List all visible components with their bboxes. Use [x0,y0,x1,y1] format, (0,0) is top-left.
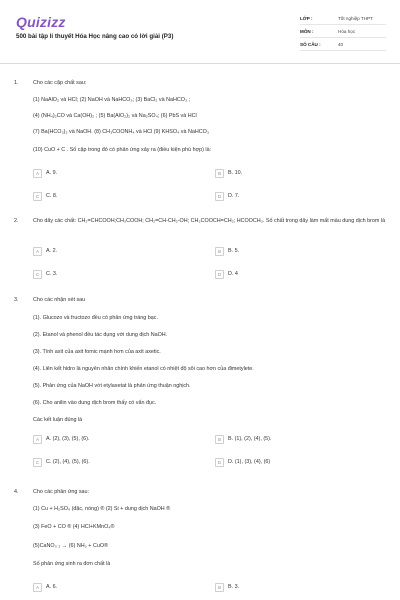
answer-option-b[interactable] [215,246,239,257]
answer-option-a[interactable] [33,582,57,593]
answer-option-c[interactable] [33,191,57,202]
answer-option-b[interactable] [215,434,271,445]
question-line: Số phản ứng sinh ra đơn chất là [33,561,111,567]
question-stem: Cho các cặp chất sau: [33,80,87,86]
option-letter-box: B [215,169,224,178]
quizizz-logo: Quizizz [16,14,66,30]
option-text: A. (2), (3), (5), (6). [46,436,90,442]
option-letter-box: C [33,458,42,467]
question-line: (6). Cho anilin vào dung dịch brom thấy có vẩn đục. [33,400,157,406]
option-text: B. 5. [228,248,240,254]
option-letter-box: B [215,247,224,256]
meta-row-subject [300,25,386,38]
option-text: C. 3. [46,271,58,277]
question-line: (3) FeO + CO ® (4) HCl+KMnO₄® [33,524,115,530]
question-line: Các kết luận đúng là [33,417,83,423]
meta-value: Tốt nghiệp THPT [338,15,373,21]
question-line: (3). Tính axit của axit fomic mạnh hơn của axit axetic. [33,349,161,355]
answer-option-b[interactable] [215,582,239,593]
question-line: (5)CaNO₃ ₂ → (6) NH₃ + CuO® [33,543,109,549]
question-line: (4). Liên kết hidro là nguyên nhân chính khiến etanol có nhiệt độ sôi cao hơn của đimetylete. [33,366,254,372]
option-letter-box: D [215,458,224,467]
answer-option-a[interactable] [33,168,57,179]
meta-table [300,12,386,51]
meta-row-class [300,12,386,25]
meta-value: Hóa học [338,28,356,34]
question-line: (1) NaAlO₂ và HCl; (2) NaOH và NaHCO₃; (3) BaCl₂ và NaHCO₃ ; [33,97,191,103]
option-letter-box: A [33,247,42,256]
question-line: (2). Etanol và phenol đều tác dụng với dung dịch NaOH. [33,332,168,338]
question-number: 3. [14,297,19,303]
option-letter-box: A [33,169,42,178]
option-text: D. (1), (3), (4), (6) [228,459,271,465]
answer-option-a[interactable] [33,246,57,257]
option-letter-box: B [215,435,224,444]
option-letter-box: D [215,192,224,201]
option-text: B. (1), (2), (4), (5). [228,436,272,442]
question-number: 4. [14,489,19,495]
question-line: (7) Ba(HCO₃)₂ và NaOH. (8) CH₃COONH₄ và HCl (9) KHSO₄ và NaHCO₃ [33,129,210,135]
option-text: A. 2. [46,248,58,254]
answer-option-b[interactable] [215,168,242,179]
answer-option-d[interactable] [215,191,239,202]
option-letter-box: B [215,583,224,592]
question-line: (1) Cu + H₂SO₄ (đặc, nóng) ® (2) Si + dung dịch NaOH ® [33,506,171,512]
meta-key: MÔN : [300,28,314,34]
question-stem: Cho dãy các chất: CH₂=CHCOOH;CH₃COOH; CH₂=CH-CH₂-OH; CH₃COOCH=CH₂; HCOOCH₃. Số chất trong dãy làm mất màu dung dịch brom là [33,218,386,224]
option-text: A. 6. [46,584,58,590]
meta-key: SỐ CÂU : [300,41,321,47]
option-letter-box: C [33,192,42,201]
question-number: 1. [14,80,19,86]
option-text: A. 9. [46,170,58,176]
question-number: 2. [14,218,19,224]
question-stem: Cho các nhận xét sau [33,297,86,303]
answer-option-c[interactable] [33,269,57,280]
option-text: C. (2), (4), (5), (6). [46,459,90,465]
question-line: (5). Phản ứng của NaOH với etylaxetat là phản ứng thuận nghịch. [33,383,191,389]
question-line: (10) CuO + C . Số cặp trong đó có phản ứng xảy ra (điều kiện phù hợp) là: [33,147,212,153]
question-line: (4) (NH₄)₂CO và Ca(OH)₂ ; (5) Ba(AlO₂)₂ và Na₂SO₄; (6) PbS và HCl [33,113,197,119]
option-text: B. 3. [228,584,240,590]
option-letter-box: A [33,435,42,444]
answer-option-c[interactable] [33,457,90,468]
option-letter-box: D [215,270,224,279]
question-stem: Cho các phản ứng sau: [33,489,90,495]
option-text: D. 7. [228,193,240,199]
option-letter-box: C [33,270,42,279]
option-text: C. 8. [46,193,58,199]
option-text: B. 10. [228,170,243,176]
answer-option-d[interactable] [215,269,238,280]
meta-row-count [300,38,386,51]
meta-key: LỚP : [300,15,313,21]
page-title: 500 bài tập lí thuyết Hóa Học nâng cao có lời giải (P3) [16,33,174,40]
meta-value: 40 [338,41,344,47]
option-text: D. 4 [228,271,238,277]
header-divider [0,63,400,64]
answer-option-a[interactable] [33,434,89,445]
option-letter-box: A [33,583,42,592]
question-line: (1). Glucozo và fructozo đều có phản ứng tráng bạc. [33,315,158,321]
answer-option-d[interactable] [215,457,270,468]
